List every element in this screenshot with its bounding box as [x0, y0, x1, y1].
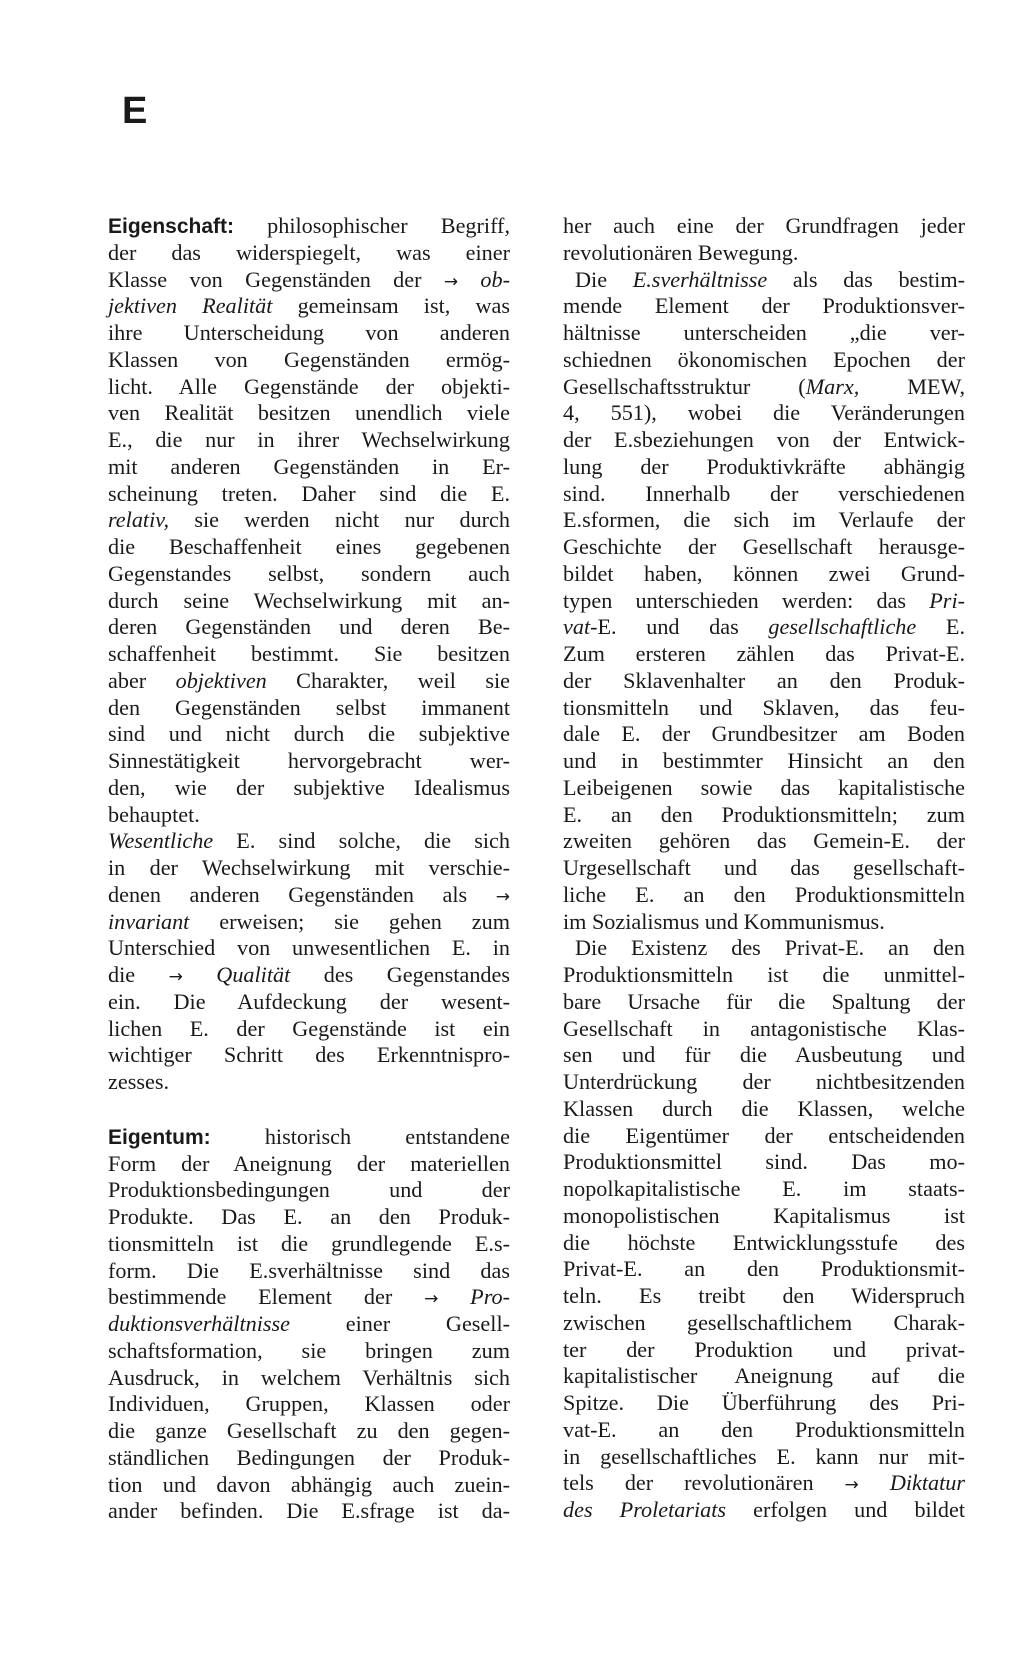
text-line: Ausdruck, in welchem Verhältnis sich: [108, 1364, 510, 1390]
text-line: Gesellschaft in antagonistische Klas-: [563, 1015, 965, 1041]
text-line: Unterdrückung der nichtbesitzenden: [563, 1069, 965, 1094]
text-line: licht. Alle Gegenstände der objekti-: [108, 373, 510, 399]
text-line: bestimmende Element der → Pro-: [108, 1284, 510, 1310]
text-line: Eigentum: historisch entstandene: [108, 1123, 510, 1149]
text-line: 4, 551), wobei die Veränderungen: [563, 400, 965, 426]
cross-reference-term: Marx,: [805, 373, 860, 399]
text-line: ander befinden. Die E.sfrage ist da-: [108, 1498, 510, 1524]
text-line: die Beschaffenheit eines gegebenen: [108, 534, 510, 559]
text-line: Klassen durch die Klassen, welche: [563, 1095, 965, 1121]
left-column: [108, 213, 510, 1525]
text-line: mit anderen Gegenständen in Er-: [108, 453, 510, 479]
text-line: Produktionsmitteln ist die unmittel-: [563, 962, 965, 987]
entry-headword: Eigenschaft:: [108, 215, 235, 238]
text-line: zweiten gehören das Gemein-E. der: [563, 828, 965, 854]
cross-reference-term: invariant: [108, 908, 190, 934]
text-line: Wesentliche E. sind solche, die sich: [108, 828, 510, 854]
text-line: der E.sbeziehungen von der Entwick-: [563, 427, 965, 452]
text-line: Die Existenz des Privat-E. an den: [575, 935, 965, 961]
text-line: Form der Aneignung der materiellen: [108, 1150, 510, 1176]
cross-reference-term: relativ,: [108, 507, 169, 533]
cross-reference-term: duktionsverhältnisse: [108, 1311, 291, 1336]
text-line: Urgesellschaft und das gesellschaft-: [563, 855, 965, 880]
text-line: teln. Es treibt den Widerspruch: [563, 1283, 965, 1308]
text-line: Unterschied von unwesentlichen E. in: [108, 935, 510, 961]
text-line: zwischen gesellschaftlichem Charak-: [563, 1309, 965, 1335]
text-line: durch seine Wechselwirkung mit an-: [108, 587, 510, 613]
entry-gap: [108, 1096, 510, 1124]
text-line: ständlichen Bedingungen der Produk-: [108, 1444, 510, 1470]
cross-reference-term: E.sverhältnisse: [632, 266, 768, 292]
cross-reference-term: des Proletariats: [563, 1497, 727, 1522]
text-line: Sinnestätigkeit hervorgebracht wer-: [108, 748, 510, 773]
text-line: sind. Innerhalb der verschiedenen: [563, 480, 965, 506]
text-line: in gesellschaftliches E. kann nur mit-: [563, 1443, 965, 1469]
text-line: die → Qualität des Gegenstandes: [108, 962, 510, 987]
text-line: bildet haben, können zwei Grund-: [563, 560, 965, 586]
text-line: der das widerspiegelt, was einer: [108, 239, 510, 265]
text-line: die höchste Entwicklungsstufe des: [563, 1229, 965, 1255]
cross-reference-arrow-icon: →: [443, 271, 459, 292]
text-line: die Eigentümer der entscheidenden: [563, 1122, 965, 1148]
text-line: nopolkapitalistische E. im staats-: [563, 1176, 965, 1201]
text-line: Produktionsbedingungen und der: [108, 1177, 510, 1203]
text-line: schaffenheit bestimmt. Sie besitzen: [108, 641, 510, 666]
text-line: die ganze Gesellschaft zu den gegen-: [108, 1418, 510, 1443]
text-line: E. an den Produktionsmitteln; zum: [563, 801, 965, 827]
text-line: typen unterschieden werden: das Pri-: [563, 587, 965, 613]
cross-reference-arrow-icon: →: [495, 886, 510, 907]
cross-reference-term: Pro-: [470, 1284, 510, 1310]
right-column: [563, 213, 965, 1524]
text-line: denen anderen Gegenständen als →: [108, 881, 510, 907]
text-line: im Sozialismus und Kommunismus.: [563, 908, 885, 934]
text-line: E., die nur in ihrer Wechselwirkung: [108, 427, 510, 452]
cross-reference-arrow-icon: →: [424, 1289, 439, 1310]
text-line: Produktionsmittel sind. Das mo-: [563, 1149, 965, 1175]
text-line: ter der Produktion und privat-: [563, 1336, 965, 1362]
text-line: duktionsverhältnisse einer Gesell-: [108, 1311, 510, 1336]
text-line: Leibeigenen sowie das kapitalistische: [563, 774, 965, 800]
text-line: lung der Produktivkräfte abhängig: [563, 453, 965, 479]
text-line: Produkte. Das E. an den Produk-: [108, 1204, 510, 1229]
text-line: jektiven Realität gemeinsam ist, was: [108, 293, 510, 319]
cross-reference-term: Pri-: [929, 587, 965, 613]
text-line: und in bestimmter Hinsicht an den: [563, 748, 965, 773]
text-line: her auch eine der Grundfragen jeder: [563, 213, 965, 238]
text-line: tionsmitteln ist die grundlegende E.s-: [108, 1230, 510, 1256]
cross-reference-term: objektiven: [175, 667, 267, 693]
cross-reference-term: Wesentliche: [108, 828, 214, 854]
cross-reference-term: vat-: [563, 614, 598, 640]
text-line: tion und davon abhängig auch zuein-: [108, 1471, 510, 1497]
text-line: deren Gegenständen und deren Be-: [108, 614, 510, 640]
text-line: behauptet.: [108, 801, 200, 827]
text-line: Zum ersteren zählen das Privat-E.: [563, 641, 965, 666]
text-line: in der Wechselwirkung mit verschie-: [108, 855, 510, 880]
text-line: wichtiger Schritt des Erkenntnispro-: [108, 1042, 510, 1068]
cross-reference-arrow-icon: →: [168, 967, 183, 987]
text-line: Gesellschaftsstruktur (Marx, MEW,: [563, 373, 965, 399]
text-line: lichen E. der Gegenstände ist ein: [108, 1015, 510, 1041]
text-line: Geschichte der Gesellschaft herausge-: [563, 534, 965, 559]
text-line: Gegenstandes selbst, sondern auch: [108, 560, 510, 586]
text-line: ihre Unterscheidung von anderen: [108, 320, 510, 345]
text-line: E.sformen, die sich im Verlaufe der: [563, 507, 965, 533]
cross-reference-term: Diktatur: [889, 1470, 965, 1496]
text-line: monopolistischen Kapitalismus ist: [563, 1202, 965, 1228]
text-line: tionsmitteln und Sklaven, das feu-: [563, 694, 965, 720]
text-line: schiednen ökonomischen Epochen der: [563, 346, 965, 372]
text-line: aber objektiven Charakter, weil sie: [108, 667, 510, 693]
text-line: zesses.: [108, 1069, 169, 1094]
text-line: ein. Die Aufdeckung der wesent-: [108, 988, 510, 1014]
text-line: Klassen von Gegenständen ermög-: [108, 346, 510, 372]
text-line: schaftsformation, sie bringen zum: [108, 1337, 510, 1363]
text-line: mende Element der Produktionsver-: [563, 293, 965, 319]
cross-reference-term: ob-: [480, 266, 510, 292]
text-line: scheinung treten. Daher sind die E.: [108, 480, 510, 506]
text-line: Individuen, Gruppen, Klassen oder: [108, 1391, 510, 1417]
cross-reference-term: Qualität: [216, 962, 291, 987]
entry-headword: Eigentum:: [108, 1125, 211, 1149]
text-line: ven Realität besitzen unendlich viele: [108, 400, 510, 426]
cross-reference-term: jektiven Realität: [108, 293, 273, 319]
text-line: den Gegenständen selbst immanent: [108, 694, 510, 720]
text-line: vat-E. an den Produktionsmitteln: [563, 1416, 965, 1442]
text-line: bare Ursache für die Spaltung der: [563, 988, 965, 1014]
section-letter: E: [122, 90, 148, 132]
text-line: tels der revolutionären → Diktatur: [563, 1470, 965, 1496]
text-line: relativ, sie werden nicht nur durch: [108, 507, 510, 533]
text-line: Eigenschaft: philosophischer Begriff,: [108, 213, 510, 238]
text-line: vat-E. und das gesellschaftliche E.: [563, 614, 965, 640]
text-line: Klasse von Gegenständen der → ob-: [108, 266, 510, 292]
text-line: des Proletariats erfolgen und bildet: [563, 1497, 965, 1522]
text-line: sind und nicht durch die subjektive: [108, 721, 510, 747]
text-line: liche E. an den Produktionsmitteln: [563, 881, 965, 907]
text-line: Spitze. Die Überführung des Pri-: [563, 1390, 965, 1415]
text-line: dale E. der Grundbesitzer am Boden: [563, 721, 965, 747]
text-line: Privat-E. an den Produktionsmit-: [563, 1256, 965, 1282]
cross-reference-term: gesellschaftliche: [768, 614, 917, 640]
text-line: form. Die E.sverhältnisse sind das: [108, 1257, 510, 1283]
text-line: kapitalistischer Aneignung auf die: [563, 1363, 965, 1389]
text-line: Die E.sverhältnisse als das bestim-: [575, 266, 965, 292]
text-line: der Sklavenhalter an den Produk-: [563, 667, 965, 693]
text-line: sen und für die Ausbeutung und: [563, 1042, 965, 1068]
text-line: revolutionären Bewegung.: [563, 239, 799, 265]
text-line: den, wie der subjektive Idealismus: [108, 774, 510, 800]
text-line: invariant erweisen; sie gehen zum: [108, 908, 510, 934]
text-line: hältnisse unterscheiden „die ver-: [563, 320, 965, 345]
cross-reference-arrow-icon: →: [844, 1475, 859, 1496]
